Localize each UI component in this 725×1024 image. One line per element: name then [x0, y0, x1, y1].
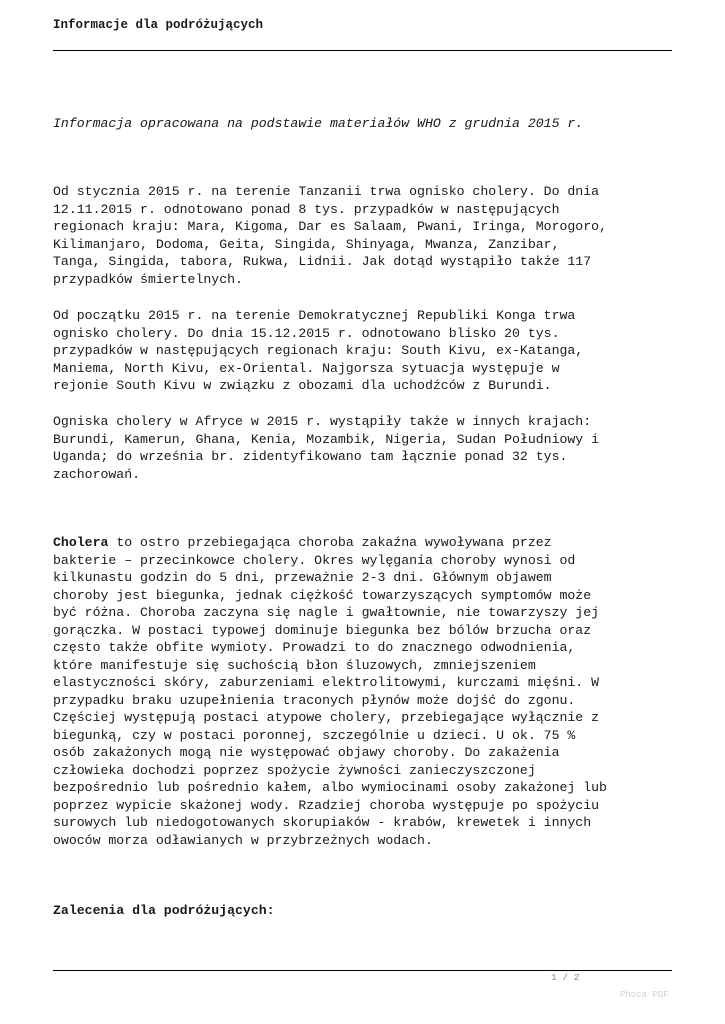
paragraph-cholera-description: [53, 534, 683, 849]
cholera-description-text: to ostro przebiegająca choroba zakaźna wywoływana przez bakterie – przecinkowce cholery. Okres wylęgania choroby wynosi od kilkunastu godzin do 5 dni, przeważnie 2-3 dni. Głównym objawem choroby jest biegunka, jednak ciężkość towarzyszących symptomów może być różna. Choroba zaczyna się nagle i gwałtownie, nie towarzyszy jej gorączka. W postaci typowej dominuje biegunka bez bólów brzucha oraz często także obfite wymioty. Prowadzi to do znacznego odwodnienia, które manifestuje się suchością błon śluzowych, zmniejszeniem elastyczności skóry, zaburzeniami elektrolitowymi, kurczami mięśni. W przypadku braku uzupełnienia traconych płynów może dojść do zgonu. Częściej występują postaci atypowe cholery, przebiegające wyłącznie z biegunką, czy w postaci poronnej, szczególnie u dzieci. U ok. 75 % osób zakażonych mogą nie występować objawy choroby. Do zakażenia człowieka dochodzi poprzez spożycie żywności zanieczyszczonej bezpośrednio lub pośrednio kałem, albo wymiocinami osoby zakażonej lub poprzez wypicie skażonej wody. Rzadziej choroba występuje po spożyciu surowych lub niedogotowanych skorupiaków - krabów, krewetek i innych owoców morza odławianych w przybrzeżnych wodach.: [53, 535, 607, 848]
paragraph-tanzania: Od stycznia 2015 r. na terenie Tanzanii trwa ognisko cholery. Do dnia 12.11.2015 r. odnotowano ponad 8 tys. przypadków w następujących regionach kraju: Mara, Kigoma, Dar es Salaam, Pwani, Iringa, Morogoro, Kilimanjaro, Dodoma, Geita, Singida, Shinyaga, Mwanza, Zanzibar, Tanga, Singida, tabora, Rukwa, Lidnii. Jak dotąd wystąpiło także 117 przypadków śmiertelnych.: [53, 184, 607, 287]
footer-divider: [53, 970, 672, 971]
paragraph-congo: Od początku 2015 r. na terenie Demokratycznej Republiki Konga trwa ognisko cholery. Do dnia 15.12.2015 r. odnotowano blisko 20 tys. przypadków w następujących regionach kraju: South Kivu, ex-Katanga, Maniema, North Kivu, ex-Oriental. Najgorsza sytuacja występuje w rejonie South Kivu w związku z obozami dla uchodźców z Burundi.: [53, 308, 584, 393]
phoca-pdf-watermark[interactable]: Phoca PDF: [620, 990, 669, 1000]
paragraph-africa: Ogniska cholery w Afryce w 2015 r. wystąpiły także w innych krajach: Burundi, Kamerun, Ghana, Kenia, Mozambik, Nigeria, Sudan Południowy i Uganda; do września br. zidentyfikowano tam łącznie ponad 32 tys. zachorowań.: [53, 414, 600, 482]
cholera-term: Cholera: [53, 535, 109, 550]
document-header-title: Informacje dla podróżujących: [53, 18, 264, 32]
header-divider: [53, 50, 672, 51]
intro-note: Informacja opracowana na podstawie materiałów WHO z grudnia 2015 r.: [53, 116, 584, 131]
page-number: 1 / 2: [551, 972, 580, 983]
section-heading-recommendations: Zalecenia dla podróżujących:: [53, 903, 275, 918]
